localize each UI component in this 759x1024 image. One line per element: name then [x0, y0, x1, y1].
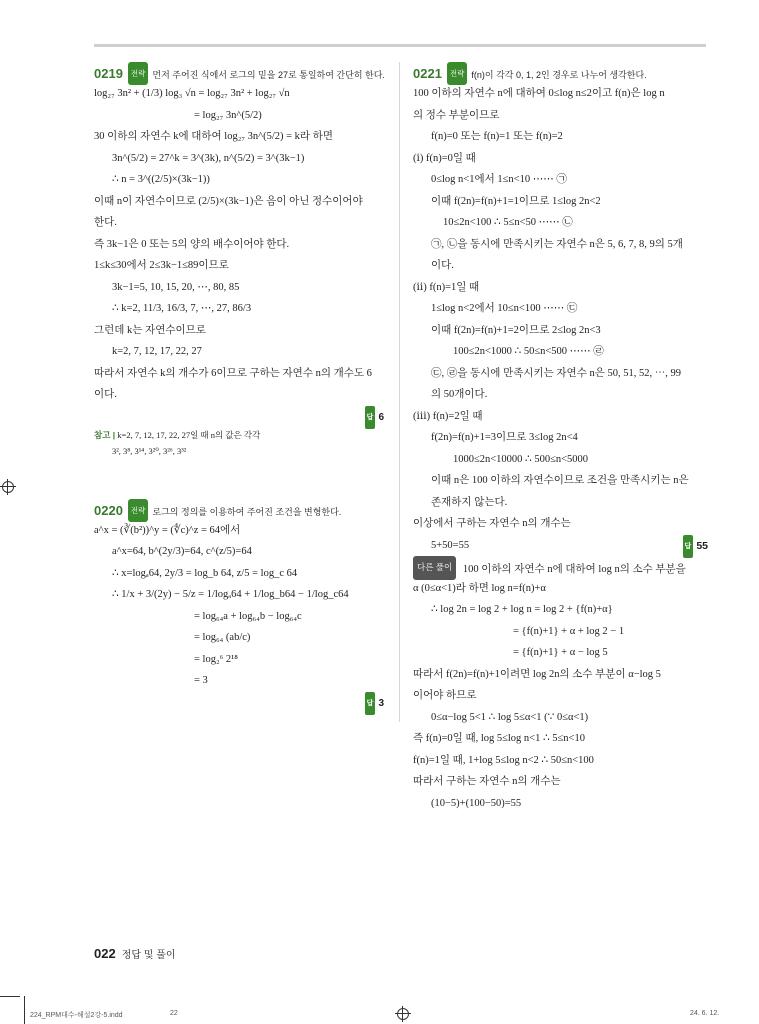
slug-date: 24. 6. 12.: [690, 1010, 720, 1017]
solution-line: 100 이하의 자연수 n에 대하여 0≤log n≤2이고 f(n)은 log n: [413, 88, 665, 99]
solution-line: 이상에서 구하는 자연수 n의 개수는: [413, 518, 571, 529]
solution-line: 의 정수 부분이므로: [413, 109, 500, 121]
answer-0221: [683, 535, 708, 559]
left-column: [94, 62, 384, 713]
solution-line: f(n)=0 또는 f(n)=1 또는 f(n)=2: [431, 131, 563, 142]
solution-line: 1000≤2n<10000 ∴ 500≤n<5000: [453, 453, 589, 465]
sum-text: 5+50=55: [431, 539, 470, 551]
solution-line: 30 이하의 자연수 k에 대하여 log₂₇ 3n^(5/2) = k라 하면: [94, 131, 333, 142]
note-label: 참고 |: [94, 429, 116, 440]
problem-0221-header: [413, 62, 708, 83]
top-rule: [94, 44, 706, 47]
alt-solution-tag: 다른 풀이: [413, 556, 456, 580]
note-line: k=2, 7, 12, 17, 22, 27일 때 n의 값은 각각: [117, 429, 261, 440]
answer-value: 55: [696, 539, 708, 552]
note-line: 3², 3⁸, 3¹⁴, 3²⁰, 3²⁶, 3³²: [112, 445, 187, 456]
strategy-tag: 전략: [128, 62, 149, 85]
problem-0220-header: [94, 499, 384, 520]
solution-line: 100≤2n<1000 ∴ 50≤n<500 ⋯⋯ ㉣: [453, 346, 604, 357]
solution-line: 이때 f(2n)=f(n)+1=2이므로 2≤log 2n<3: [431, 324, 601, 336]
solution-line: 이때 f(2n)=f(n)+1=1이므로 1≤log 2n<2: [431, 195, 601, 207]
solution-line: f(2n)=f(n)+1=3이므로 3≤log 2n<4: [431, 432, 578, 443]
problem-0219-header: [94, 62, 384, 83]
alt-solution-text: 100 이하의 자연수 n에 대하여 log n의 소수 부분을: [462, 564, 686, 575]
solution-line: 의 50개이다.: [431, 389, 488, 400]
problem-number: 0220: [94, 502, 123, 518]
slug-file: 224_RPM대수-해설2강-5.indd: [30, 1012, 123, 1019]
answer-0220: [94, 692, 384, 713]
solution-line: log₂₇ 3n² + (1/3) log₃ √n = log₂₇ 3n² + log₂₇ √n: [94, 88, 290, 99]
footer-label: 정답 및 풀이: [121, 950, 176, 961]
registration-mark-icon: [2, 481, 14, 493]
solution-line: 이때 n은 100 이하의 자연수이므로 조건을 만족시키는 n은: [431, 475, 689, 486]
answer-mark: 답: [683, 535, 694, 559]
alt-line: 따라서 f(2n)=f(n)+1이려면 log 2n의 소수 부분이 α−log 5: [413, 668, 661, 680]
solution-line: 그런데 k는 자연수이므로: [94, 324, 206, 336]
page-number: 022: [94, 946, 116, 961]
solution-line: a^x = (∛(b²))^y = (∜c)^z = 64에서: [94, 524, 241, 536]
strategy-tag: 전략: [128, 499, 149, 522]
answer-0219: [94, 406, 384, 427]
problem-number: 0219: [94, 66, 123, 81]
alt-line: 0≤α−log 5<1 ∴ log 5≤α<1 (∵ 0≤α<1): [431, 711, 589, 723]
alt-line: 즉 f(n)=0일 때, log 5≤log n<1 ∴ 5≤n<10: [413, 733, 585, 744]
alt-line: 이어야 하므로: [413, 690, 477, 701]
crop-mark: [24, 996, 25, 1024]
solution-line: ∴ 1/x + 3/(2y) − 5/z = 1/logₐ64 + 1/log_b64 − 1/log_c64: [112, 589, 349, 600]
page-footer: [94, 946, 176, 961]
solution-line: 0≤log n<1에서 1≤n<10 ⋯⋯ ㉠: [431, 174, 567, 185]
alt-solution-header: [413, 556, 708, 578]
strategy-text: 로그의 정의를 이용하여 주어진 조건을 변형한다.: [152, 506, 342, 517]
alt-line: = {f(n)+1} + α − log 5: [513, 647, 608, 658]
solution-line: k=2, 7, 12, 17, 22, 27: [112, 346, 202, 357]
solution-line: 즉 3k−1은 0 또는 5의 양의 배수이어야 한다.: [94, 238, 290, 250]
registration-mark-icon: [397, 1008, 409, 1020]
solution-line: ㉠, ㉡을 동시에 만족시키는 자연수 n은 5, 6, 7, 8, 9의 5개: [431, 238, 683, 250]
solution-line: 3n^(5/2) = 27^k = 3^(3k), n^(5/2) = 3^(3k−1): [112, 152, 305, 164]
strategy-text: f(n)이 각각 0, 1, 2인 경우로 나누어 생각한다.: [471, 70, 647, 80]
solution-line: [413, 535, 708, 557]
alt-line: ∴ log 2n = log 2 + log n = log 2 + {f(n)+α}: [431, 604, 613, 615]
answer-mark: 답: [365, 692, 376, 715]
solution-line: 1≤log n<2에서 10≤n<100 ⋯⋯ ㉢: [431, 303, 578, 314]
solution-line: (ⅰ) f(n)=0일 때: [413, 152, 476, 164]
column-divider: [399, 62, 400, 722]
solution-line: ∴ x=logₐ64, 2y/3 = log_b 64, z/5 = log_c 64: [112, 567, 298, 579]
problem-number: 0221: [413, 66, 442, 81]
slug-page: 22: [170, 1010, 178, 1017]
crop-mark: [0, 996, 20, 997]
solution-line: 3k−1=5, 10, 15, 20, ⋯, 80, 85: [112, 281, 240, 293]
strategy-text: 먼저 주어진 식에서 로그의 밑을 27로 통일하여 간단히 한다.: [152, 70, 385, 80]
alt-line: f(n)=1일 때, 1+log 5≤log n<2 ∴ 50≤n<100: [413, 754, 594, 766]
solution-line: = 3: [194, 675, 208, 686]
strategy-tag: 전략: [447, 62, 468, 85]
solution-line: 존재하지 않는다.: [431, 496, 508, 508]
solution-line: 이다.: [94, 389, 117, 400]
solution-line: ∴ k=2, 11/3, 16/3, 7, ⋯, 27, 86/3: [112, 303, 252, 314]
right-column: [413, 62, 708, 814]
solution-line: = log₆₄a + log₆₄b − log₆₄c: [194, 610, 302, 622]
answer-mark: 답: [365, 406, 376, 429]
solution-line: = log₆₄ (ab/c): [194, 632, 251, 643]
solution-line: 이다.: [431, 260, 454, 271]
alt-line: 따라서 구하는 자연수 n의 개수는: [413, 776, 561, 787]
alt-line: α (0≤α<1)라 하면 log n=f(n)+α: [413, 582, 546, 594]
alt-line: (10−5)+(100−50)=55: [431, 797, 522, 809]
solution-line: 한다.: [94, 217, 117, 228]
alt-line: = {f(n)+1} + α + log 2 − 1: [513, 625, 625, 637]
solution-line: 1≤k≤30에서 2≤3k−1≤89이므로: [94, 260, 229, 271]
solution-line: = log₂₇ 3n^(5/2): [194, 109, 262, 121]
solution-line: 10≤2n<100 ∴ 5≤n<50 ⋯⋯ ㉡: [443, 217, 573, 228]
solution-line: (ⅱ) f(n)=1일 때: [413, 281, 480, 293]
solution-line: = log₂⁶ 2¹⁸: [194, 653, 238, 665]
solution-line: 이때 n이 자연수이므로 (2/5)×(3k−1)은 음이 아닌 정수이어야: [94, 195, 363, 207]
note: [94, 427, 384, 443]
solution-line: a^x=64, b^(2y/3)=64, c^(z/5)=64: [112, 546, 252, 557]
answer-value: 3: [378, 697, 384, 709]
answer-value: 6: [378, 411, 384, 423]
solution-line: ㉢, ㉣을 동시에 만족시키는 자연수 n은 50, 51, 52, ⋯, 99: [431, 367, 681, 379]
solution-line: ∴ n = 3^((2/5)×(3k−1)): [112, 174, 210, 185]
solution-line: 따라서 자연수 k의 개수가 6이므로 구하는 자연수 n의 개수도 6: [94, 367, 372, 379]
solution-line: (ⅲ) f(n)=2일 때: [413, 410, 483, 422]
